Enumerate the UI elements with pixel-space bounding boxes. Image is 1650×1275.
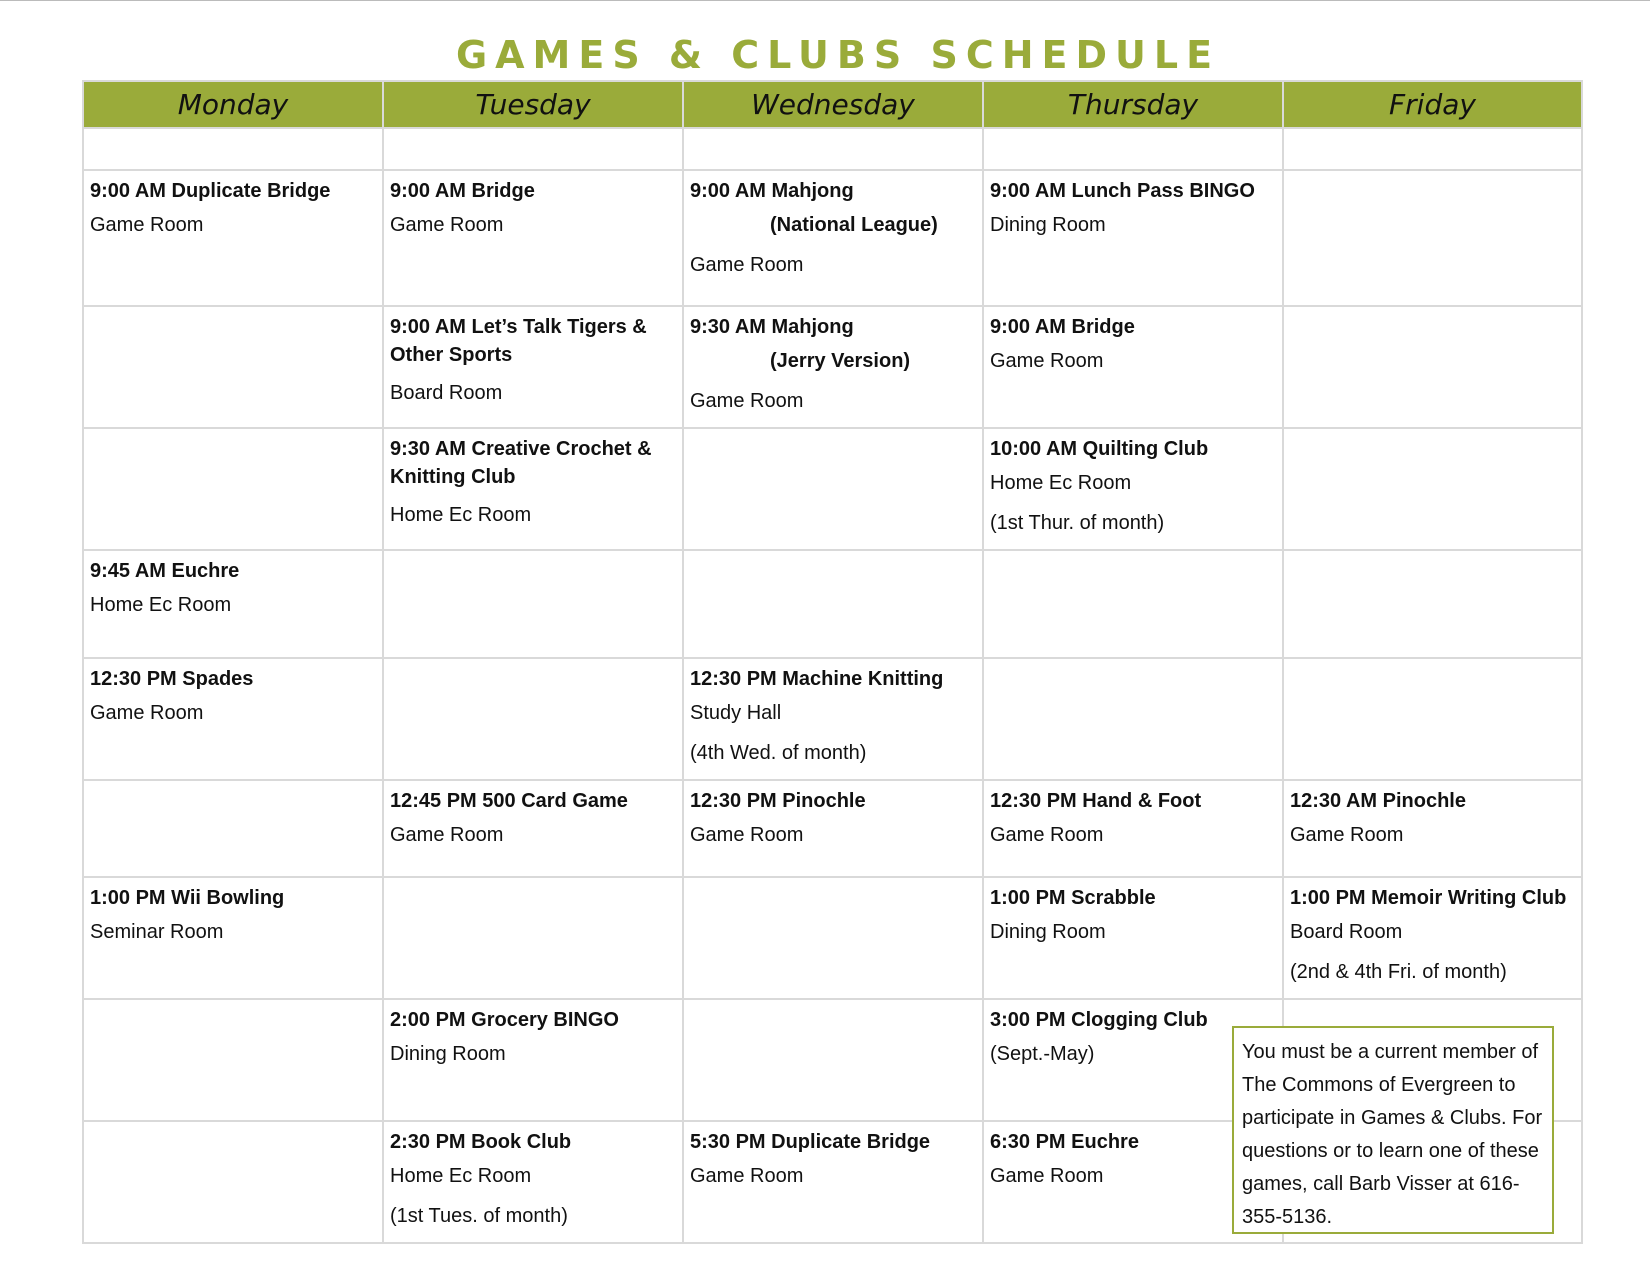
schedule-cell-friday — [1283, 170, 1582, 306]
schedule-row — [83, 658, 1582, 780]
schedule-cell-monday — [83, 877, 383, 999]
page-title: GAMES & CLUBS SCHEDULE — [455, 33, 1221, 77]
schedule-cell-friday — [1283, 550, 1582, 658]
schedule-cell-thursday — [983, 306, 1283, 428]
event-title: 2:00 PM Grocery BINGO — [390, 1009, 619, 1031]
schedule-cell-monday — [83, 428, 383, 550]
schedule-row — [83, 170, 1582, 306]
schedule-cell-tuesday — [383, 780, 683, 877]
schedule-cell-thursday — [983, 877, 1283, 999]
event-title: 6:30 PM Euchre — [990, 1131, 1139, 1153]
event-variant: (National League) — [770, 214, 938, 236]
schedule-cell-wednesday — [683, 658, 983, 780]
day-header-tuesday: Tuesday — [383, 81, 683, 128]
event-title: 9:00 AM Lunch Pass BINGO — [990, 180, 1255, 202]
schedule-cell-monday — [83, 658, 383, 780]
event-location: Game Room — [1290, 824, 1404, 846]
event-title: 9:00 AM Mahjong — [690, 180, 854, 202]
schedule-cell-tuesday — [383, 306, 683, 428]
event-frequency: (1st Thur. of month) — [990, 512, 1165, 534]
schedule-cell-tuesday — [383, 999, 683, 1121]
schedule-cell-wednesday — [683, 1121, 983, 1243]
schedule-cell-wednesday — [683, 550, 983, 658]
schedule-cell-friday — [1283, 877, 1582, 999]
schedule-cell-tuesday — [383, 428, 683, 550]
membership-note: You must be a current member of The Commons of Evergreen to participate in Games & Clubs. For questions or to learn one of these games, call Barb Visser at 616-355-5136. — [1232, 1026, 1554, 1234]
event-location: Game Room — [690, 390, 804, 412]
schedule-row — [83, 428, 1582, 550]
event-location: Board Room — [1290, 921, 1403, 943]
schedule-cell-tuesday — [383, 1121, 683, 1243]
schedule-cell-thursday — [983, 428, 1283, 550]
day-header-row — [83, 81, 1582, 128]
schedule-cell-monday — [83, 1121, 383, 1243]
day-header-thursday: Thursday — [983, 81, 1283, 128]
schedule-row — [83, 550, 1582, 658]
event-frequency: (1st Tues. of month) — [390, 1205, 568, 1227]
event-title: 1:00 PM Scrabble — [990, 887, 1156, 909]
event-location: Dining Room — [990, 921, 1106, 943]
event-location: Home Ec Room — [390, 1165, 532, 1187]
spacer-cell — [1283, 128, 1582, 170]
spacer-cell — [383, 128, 683, 170]
event-title: 3:00 PM Clogging Club — [990, 1009, 1208, 1031]
schedule-cell-wednesday — [683, 428, 983, 550]
event-title: 9:30 AM Mahjong — [690, 316, 854, 338]
event-title: 9:00 AM Bridge — [390, 180, 535, 202]
event-title: 2:30 PM Book Club — [390, 1131, 572, 1153]
schedule-cell-monday — [83, 999, 383, 1121]
event-title: 9:00 AM Bridge — [990, 316, 1135, 338]
schedule-cell-wednesday — [683, 999, 983, 1121]
event-location: Game Room — [990, 824, 1104, 846]
schedule-row — [83, 306, 1582, 428]
schedule-cell-monday — [83, 170, 383, 306]
schedule-cell-monday — [83, 550, 383, 658]
event-title: 9:00 AM Duplicate Bridge — [90, 180, 331, 202]
schedule-cell-tuesday — [383, 170, 683, 306]
day-header-friday: Friday — [1283, 81, 1582, 128]
event-title: 9:00 AM Let’s Talk Tigers & Other Sports — [390, 316, 647, 366]
event-location: Dining Room — [990, 214, 1106, 236]
event-title: 1:00 PM Memoir Writing Club — [1290, 887, 1567, 909]
schedule-cell-tuesday — [383, 658, 683, 780]
event-location: Game Room — [390, 214, 504, 236]
spacer-cell — [83, 128, 383, 170]
event-location: Dining Room — [390, 1043, 506, 1065]
event-title: 12:30 PM Pinochle — [690, 790, 866, 812]
event-location: Game Room — [690, 254, 804, 276]
schedule-cell-wednesday — [683, 780, 983, 877]
spacer-cell — [683, 128, 983, 170]
event-location: Game Room — [690, 824, 804, 846]
schedule-cell-tuesday — [383, 550, 683, 658]
event-location: Game Room — [390, 824, 504, 846]
event-frequency: (4th Wed. of month) — [690, 742, 867, 764]
schedule-cell-monday — [83, 306, 383, 428]
schedule-cell-thursday — [983, 170, 1283, 306]
event-location: Home Ec Room — [90, 594, 232, 616]
event-location: Home Ec Room — [990, 472, 1132, 494]
schedule-cell-friday — [1283, 780, 1582, 877]
event-location: Game Room — [90, 702, 204, 724]
schedule-cell-friday — [1283, 306, 1582, 428]
spacer-row — [83, 128, 1582, 170]
event-title: 12:30 PM Spades — [90, 668, 254, 690]
event-location: Board Room — [390, 382, 503, 404]
schedule-cell-wednesday — [683, 877, 983, 999]
event-location: Home Ec Room — [390, 504, 532, 526]
event-location: Game Room — [990, 350, 1104, 372]
schedule-cell-friday — [1283, 658, 1582, 780]
schedule-cell-thursday — [983, 658, 1283, 780]
event-location: Game Room — [990, 1165, 1104, 1187]
event-location: Game Room — [690, 1165, 804, 1187]
schedule-cell-friday — [1283, 428, 1582, 550]
schedule-cell-thursday — [983, 550, 1283, 658]
event-location: Study Hall — [690, 702, 782, 724]
top-rule — [0, 0, 1650, 1]
event-location: Seminar Room — [90, 921, 224, 943]
schedule-row — [83, 877, 1582, 999]
spacer-cell — [983, 128, 1283, 170]
event-title: 12:30 AM Pinochle — [1290, 790, 1466, 812]
event-title: 12:30 PM Hand & Foot — [990, 790, 1202, 812]
event-title: 9:30 AM Creative Crochet & Knitting Club — [390, 438, 652, 488]
schedule-row — [83, 780, 1582, 877]
event-location: Game Room — [90, 214, 204, 236]
schedule-cell-wednesday — [683, 170, 983, 306]
schedule-cell-wednesday — [683, 306, 983, 428]
event-title: 1:00 PM Wii Bowling — [90, 887, 285, 909]
event-title: 12:30 PM Machine Knitting — [690, 668, 944, 690]
event-title: 5:30 PM Duplicate Bridge — [690, 1131, 931, 1153]
event-variant: (Jerry Version) — [770, 350, 911, 372]
event-location: (Sept.-May) — [990, 1043, 1095, 1065]
day-header-wednesday: Wednesday — [683, 81, 983, 128]
schedule-cell-thursday — [983, 780, 1283, 877]
schedule-cell-monday — [83, 780, 383, 877]
day-header-monday: Monday — [83, 81, 383, 128]
event-title: 10:00 AM Quilting Club — [990, 438, 1209, 460]
schedule-cell-tuesday — [383, 877, 683, 999]
event-title: 9:45 AM Euchre — [90, 560, 240, 582]
event-title: 12:45 PM 500 Card Game — [390, 790, 628, 812]
event-frequency: (2nd & 4th Fri. of month) — [1290, 961, 1507, 983]
